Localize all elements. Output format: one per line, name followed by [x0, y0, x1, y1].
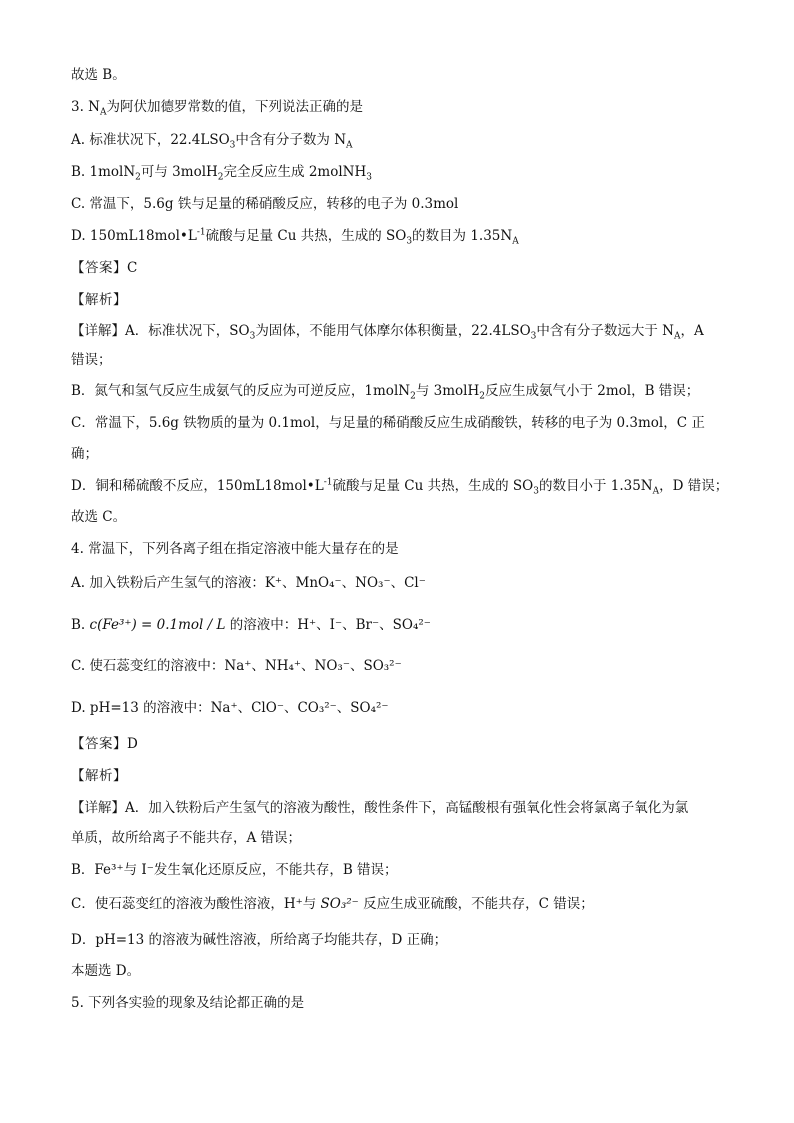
answer-label: 【答案】D	[71, 736, 139, 752]
explanation-line: 错误；	[71, 352, 112, 368]
text-line: 故选 B。	[71, 67, 126, 83]
explanation-line: 确；	[71, 446, 98, 462]
math-formula: SO₃²⁻	[320, 896, 359, 912]
text-line: 本题选 D。	[71, 963, 141, 979]
question-3-stem: 3. $N_A$为阿伏加德罗常数的值，下列说法正确的是	[71, 99, 363, 118]
question-3-option-d: D. $150mL18mol•L^{-1}$硫酸与足量 Cu 共热，生成的 $SO_3$的数目为 $1.35N_A$	[71, 227, 519, 247]
math-formula: c(Fe³⁺) = 0.1mol / L	[89, 617, 226, 633]
explanation-line: D．pH=13 的溶液为碱性溶液，所给离子均能共存，D 正确；	[71, 932, 448, 948]
explanation-line: 【详解】A．标准状况下，$SO_3$为固体，不能用气体摩尔体积衡量，$22.4LSO_3$中含有分子数远大于 $N_A$，A	[71, 323, 704, 342]
question-5-stem: 5. 下列各实验的现象及结论都正确的是	[71, 995, 305, 1011]
explanation-line: B．Fe³⁺与 I⁻发生氧化还原反应，不能共存，B 错误；	[71, 862, 398, 878]
analysis-label: 【解析】	[71, 768, 127, 784]
explanation-line: C．常温下，5.6g 铁物质的量为 0.1mol，与足量的稀硝酸反应生成硝酸铁，转移的电子为 0.3mol，C 正	[71, 415, 705, 431]
answer-label: 【答案】C	[71, 260, 138, 276]
question-4-option-a: A. 加入铁粉后产生氢气的溶液：K⁺、MnO₄⁻、NO₃⁻、Cl⁻	[71, 575, 426, 591]
question-3-option-a: A. 标准状况下，$22.4LSO_3$中含有分子数为 $N_A$	[71, 132, 353, 151]
text-line: 故选 C。	[71, 509, 127, 525]
explanation-line: 【详解】A．加入铁粉后产生氢气的溶液为酸性，酸性条件下，高锰酸根有强氧化性会将氯离子氧化为氯	[71, 800, 689, 816]
explanation-line: D．铜和稀硫酸不反应，$150mL18mol•L^{-1}$硫酸与足量 Cu 共热，生成的 $SO_3$的数目小于 $1.35N_A$，D 错误；	[71, 477, 729, 497]
explanation-line: B．氮气和氢气反应生成氨气的反应为可逆反应，1molN$_2$与 3molH$_2$反应生成氨气小于 2mol，B 错误；	[71, 383, 700, 402]
question-4-stem: 4. 常温下，下列各离子组在指定溶液中能大量存在的是	[71, 541, 399, 557]
explanation-line: C．使石蕊变红的溶液为酸性溶液，H⁺与 SO₃²⁻ 反应生成亚硫酸，不能共存，C 错误；	[71, 896, 594, 912]
question-4-option-d: D. pH=13 的溶液中：Na⁺、ClO⁻、CO₃²⁻、SO₄²⁻	[71, 700, 389, 716]
question-4-option-b: B. c(Fe³⁺) = 0.1mol / L 的溶液中：H⁺、I⁻、Br⁻、SO₄²⁻	[71, 617, 431, 633]
question-3-option-c: C. 常温下，5.6g 铁与足量的稀硝酸反应，转移的电子为 0.3mol	[71, 196, 459, 212]
explanation-line: 单质，故所给离子不能共存，A 错误；	[71, 830, 302, 846]
question-4-option-c: C. 使石蕊变红的溶液中：Na⁺、NH₄⁺、NO₃⁻、SO₃²⁻	[71, 658, 402, 674]
question-3-option-b: B. 1molN$_2$可与 3molH$_2$完全反应生成 2molNH$_3$	[71, 164, 372, 183]
analysis-label: 【解析】	[71, 292, 127, 308]
